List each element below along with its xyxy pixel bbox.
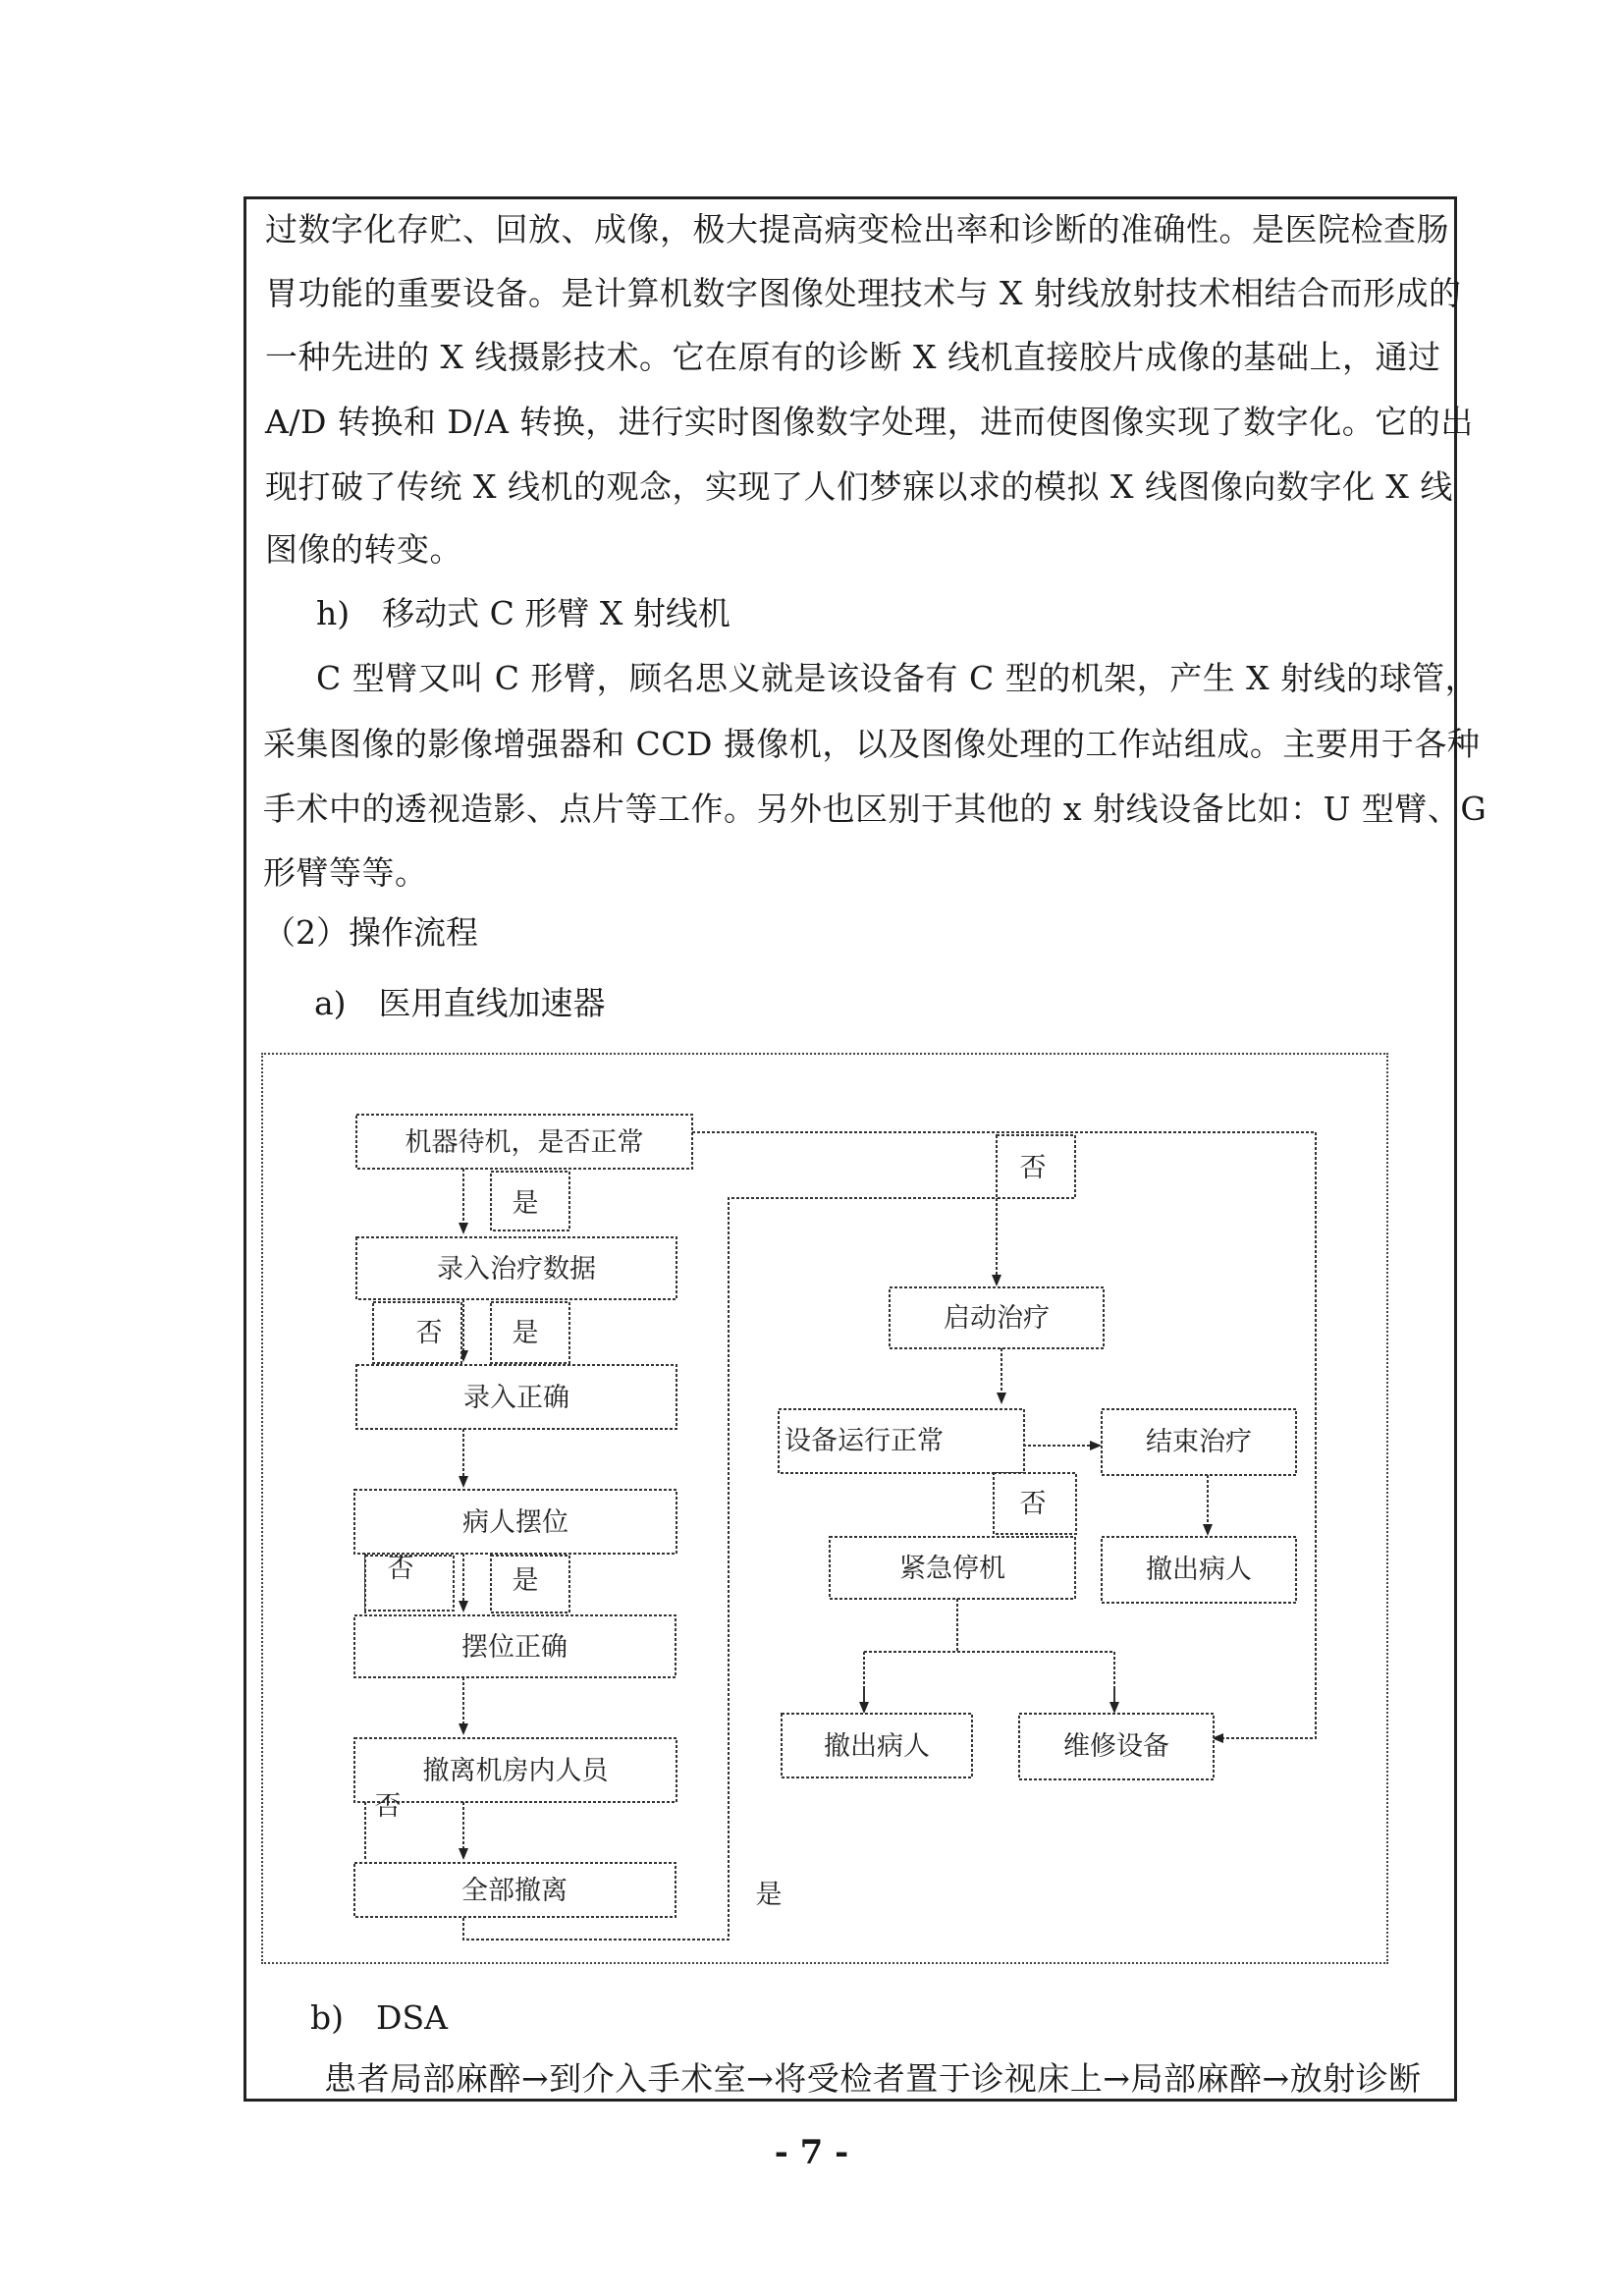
node-evacuate [354, 1738, 676, 1802]
node-input-data [356, 1237, 676, 1299]
text-line: 采集图像的影像增强器和 CCD 摄像机，以及图像处理的工作站组成。主要用于各种 [263, 725, 1481, 763]
node-standby [356, 1115, 692, 1169]
text-line: 患者局部麻醉→到介入手术室→将受检者置于诊视床上→局部麻醉→放射诊断 [324, 2059, 1422, 2098]
svg-text:机器待机，是否正常: 机器待机，是否正常 [405, 1127, 644, 1158]
section-heading-2: （2）操作流程 [263, 913, 478, 952]
svg-text:否: 否 [1019, 1489, 1047, 1519]
svg-text:否: 否 [1019, 1153, 1047, 1183]
label-yes-1 [491, 1172, 569, 1230]
section-heading-b: b) DSA [310, 1998, 448, 2037]
svg-text:录入正确: 录入正确 [463, 1383, 569, 1413]
svg-text:否: 否 [415, 1318, 443, 1348]
text-line: 胃功能的重要设备。是计算机数字图像处理技术与 X 射线放射技术相结合而形成的 [265, 274, 1462, 312]
svg-text:紧急停机: 紧急停机 [899, 1554, 1005, 1584]
label-no-1 [373, 1302, 461, 1363]
svg-text:全部撤离: 全部撤离 [461, 1876, 568, 1906]
node-running-ok [779, 1409, 1024, 1473]
svg-text:摆位正确: 摆位正确 [461, 1632, 568, 1663]
text-line: 图像的转变。 [265, 530, 462, 569]
section-heading-a: a) 医用直线加速器 [314, 984, 606, 1022]
svg-text:结束治疗: 结束治疗 [1146, 1427, 1252, 1457]
svg-text:维修设备: 维修设备 [1063, 1731, 1169, 1762]
node-all-evacuated [354, 1863, 676, 1917]
label-yes-3 [491, 1556, 569, 1613]
svg-text:录入治疗数据: 录入治疗数据 [437, 1254, 596, 1285]
svg-text:否: 否 [387, 1554, 414, 1584]
split-emergency [864, 1599, 1114, 1711]
node-remove-patient-2 [782, 1714, 972, 1777]
text-line: A/D 转换和 D/A 转换，进行实时图像数字处理，进而使图像实现了数字化。它的出 [265, 403, 1474, 441]
svg-text:病人摆位: 病人摆位 [462, 1507, 568, 1538]
node-repair [1019, 1714, 1214, 1779]
svg-text:撤出病人: 撤出病人 [824, 1731, 930, 1762]
page-number: - 7 - [774, 2133, 849, 2172]
svg-text:设备运行正常: 设备运行正常 [784, 1426, 944, 1456]
svg-text:启动治疗: 启动治疗 [944, 1303, 1050, 1334]
svg-text:是: 是 [512, 1565, 539, 1596]
label-yes-all-evacuated: 是 [755, 1880, 783, 1910]
text-line: 形臂等等。 [263, 853, 428, 892]
section-heading-h: h) 移动式 C 形臂 X 射线机 [316, 594, 730, 632]
label-no-evacuate: 否 [374, 1791, 402, 1822]
text-line: 一种先进的 X 线摄影技术。它在原有的诊断 X 线机直接胶片成像的基础上，通过 [265, 338, 1441, 376]
node-end [1102, 1409, 1296, 1475]
text-line: 手术中的透视造影、点片等工作。另外也区别于其他的 x 射线设备比如：U 型臂、G [263, 790, 1488, 828]
node-input-ok [356, 1365, 676, 1429]
node-remove-patient-1 [1102, 1537, 1296, 1603]
text-line: 现打破了传统 X 线机的观念，实现了人们梦寐以求的模拟 X 线图像向数字化 X 线 [265, 467, 1453, 506]
label-no-standby [997, 1135, 1075, 1198]
label-no-running [994, 1473, 1076, 1534]
svg-text:是: 是 [512, 1188, 539, 1219]
node-position [354, 1490, 676, 1554]
node-position-ok [354, 1615, 676, 1677]
node-start [890, 1287, 1104, 1348]
node-emergency-stop [830, 1537, 1075, 1599]
text-line: 过数字化存贮、回放、成像，极大提高病变检出率和诊断的准确性。是医院检查肠 [265, 210, 1449, 248]
label-yes-2 [491, 1302, 569, 1363]
label-no-2 [365, 1554, 454, 1611]
text-line: C 型臂又叫 C 形臂，顾名思义就是该设备有 C 型的机架，产生 X 射线的球管， [316, 659, 1479, 697]
svg-text:撤离机房内人员: 撤离机房内人员 [422, 1756, 609, 1786]
svg-text:是: 是 [512, 1318, 539, 1348]
svg-text:撤出病人: 撤出病人 [1146, 1555, 1252, 1585]
